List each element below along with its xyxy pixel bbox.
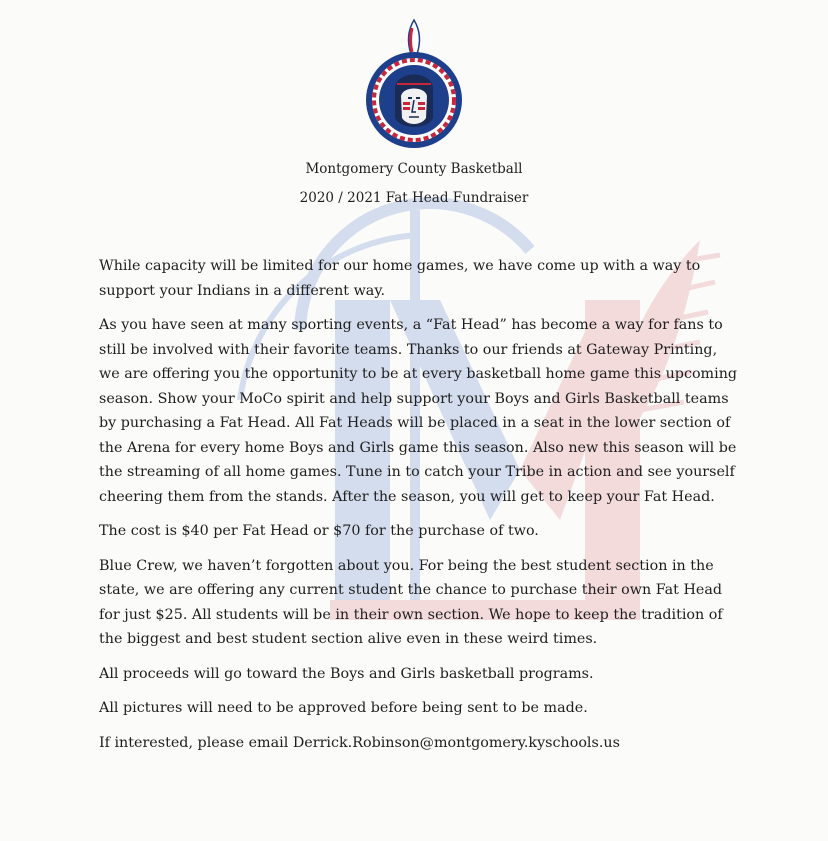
paragraph-approval: All pictures will need to be approved before being sent to be made.	[99, 700, 588, 716]
paragraph-contact: If interested, please email Derrick.Robinson@montgomery.kyschools.us	[99, 734, 620, 751]
school-emblem	[361, 18, 467, 150]
paragraph-cost: The cost is $40 per Fat Head or $70 for the purchase of two.	[99, 523, 539, 539]
fundraiser-title: 2020 / 2021 Fat Head Fundraiser	[299, 190, 529, 206]
paragraph-proceeds: All proceeds will go toward the Boys and Girls basketball programs.	[99, 665, 594, 682]
paragraph-intro: While capacity will be limited for our home games, we have come up with a way to support your Indians in a different way.	[99, 258, 701, 299]
letter-body	[99, 254, 739, 765]
paragraph-description: As you have seen at many sporting events, a “Fat Head” has become a way for fans to still be involved with their favorite teams. Thanks to our friends at Gateway Printing, we are offering you the opportunity to be at every basketball home game this upcoming season. Show your MoCo spirit and help support your Boys and Girls Basketball teams by purchasing a Fat Head. All Fat Heads will be placed in a seat in the lower section of the Arena for every home Boys and Girls game this season. Also new this season will be the streaming of all home games. Tune in to catch your Tribe in action and see yourself cheering them from the stands. After the season, you will get to keep your Fat Head.	[99, 317, 738, 505]
paragraph-students: Blue Crew, we haven’t forgotten about you. For being the best student section in the state, we are offering any current student the chance to purchase their own Fat Head for just $25. All students will be in their own section. We hope to keep the tradition of the biggest and best student section alive even in these weird times.	[99, 557, 723, 647]
org-title: Montgomery County Basketball	[305, 161, 523, 177]
